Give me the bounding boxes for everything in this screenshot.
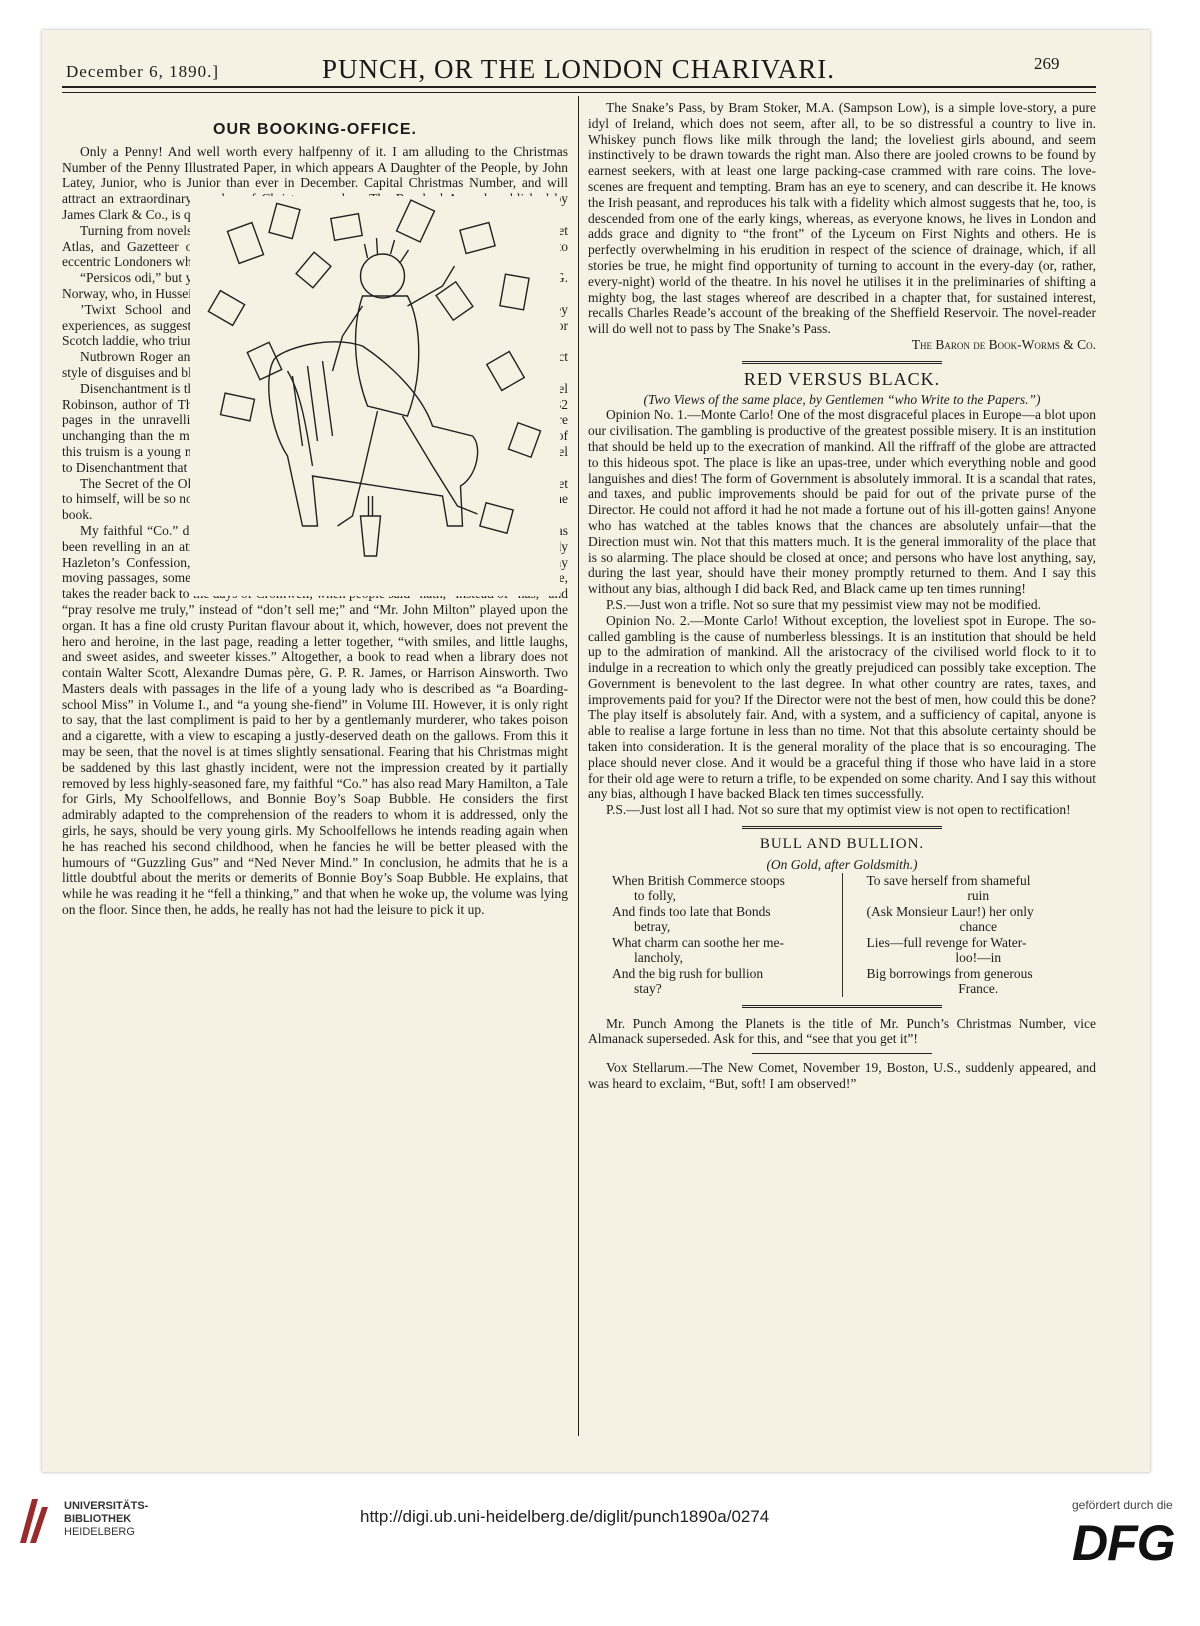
poem-stanza-left <box>588 873 842 997</box>
poem-line: to folly, <box>634 888 676 904</box>
stellarum-paragraph: Vox Stellarum.—The New Comet, November 19, Boston, U.S., suddenly appeared, and was heard to exclaim, “But, soft! I am observed!” <box>588 1060 1096 1092</box>
poem-line: loo!—in <box>955 950 1002 966</box>
planets-paragraph: Mr. Punch Among the Planets is the title of Mr. Punch’s Christmas Number, vice Almanack superseded. Ask for this, and “see that you get it”! <box>588 1015 1096 1047</box>
masthead-title: PUNCH, OR THE LONDON CHARIVARI. <box>322 54 836 84</box>
library-line: UNIVERSITÄTS- <box>64 1500 149 1512</box>
poem-stanza-right <box>842 873 1097 997</box>
red-versus-black-subtitle: (Two Views of the same place, by Gentlemen “who Write to the Papers.”) <box>643 391 1041 407</box>
paragraph-atlas: Turning from novels, it is a relief to come across so inviting a little volume as the Pocket Atlas, and Gazetteer of Canada, which will be found of the greatest possible value to eccentric Londoners who purpose visiting the Dominion during the coming Winter. <box>62 222 568 270</box>
issue-date: December 6, 1890.] <box>66 62 220 81</box>
poem-line: Lies—full revenge for Water- <box>866 934 1027 950</box>
poem-line: stay? <box>634 981 662 997</box>
paragraph-nutbrown: Nutbrown Roger and I, by J. H. Yoxall, a romance of the highway, quite in the correct style of disguises and blunderbusses always so necessary for a tale of this kind. <box>62 349 568 380</box>
section-rule <box>742 826 942 829</box>
opinion-two: Opinion No. 2.—Monte Carlo! Without exception, the loveliest spot in Europe. The so-called gambling is the cause of numberless blessings. It is an institution that should be held up to the admiration of mankind. All the aristocracy of the civilised world flock to it to indulge in a recreation to which only the greatly prejudiced can possibly take exception. The Government is benevolent to the last degree. In what other country are rates, taxes, and improvements paid for you? If the Director were not the best of men, how could this be done? The play itself is absolutely fair. And, with a system, and a sufficiency of capital, anyone is able to realise a large fortune in less than no time. Not that this absolute certainty should be taken into consideration. It is the general morality of the place that is so encouraging. The place should never close. And it would be a graceful thing if those who have laid in a store for their old age were to return a trifle, to be expended on some charity. And I say this without any bias, although I have backed Black ten times successfully. <box>588 612 1096 802</box>
postscript-one: P.S.—Just won a trifle. Not so sure that my pessimist view may not be modified. <box>606 596 1041 612</box>
funding-caption: gefördert durch die <box>1072 1498 1173 1512</box>
poem-line: (Ask Monsieur Laur!) her only <box>866 903 1034 919</box>
library-line: HEIDELBERG <box>64 1526 135 1538</box>
university-library-logo-icon <box>16 1495 52 1547</box>
header-rule <box>62 86 1096 88</box>
section-rule <box>752 1053 932 1054</box>
poem-line: betray, <box>634 919 671 935</box>
bull-and-bullion-poem <box>588 873 1096 997</box>
poem-line: ruin <box>967 888 990 904</box>
poem-line: And the big rush for bullion <box>612 965 764 981</box>
paragraph-persicos: “Persicos odi,” but you won’t agree with Horace if you follow this “puer apparatus” of G. Norway, who, in Hussein’s Hostage, gives us the exciting adventures of a Persian boy. <box>62 270 568 301</box>
permalink[interactable]: http://digi.ub.uni-heidelberg.de/diglit/punch1890a/0274 <box>360 1507 770 1526</box>
poem-line: And finds too late that Bonds <box>612 903 771 919</box>
opinion-one: Opinion No. 1.—Monte Carlo! One of the most disgraceful places in Europe—a blot upon our civilisation. The gambling is productive of the greatest possible misery. It is an institution that should be held up to the execration of mankind. All the riffraff of the globe are attracted to this hideous spot. The place is like an upas-tree, under which everything noble and good languishes and dies! The form of Government is absolutely immoral. It is a scandal that rates, and taxes, and public improvements should be paid for out of the private purse of the Director. He could not afford it had he not made a fortune out of his ill-gotten gains! Anyone who has watched at the tables knows that the chances are absolutely unfair—that the Direction must win. Not that this matters much. It is the general immorality of the place that is so alarming. The place should be closed at once; and persons who have lost anything, say, during the last year, should have their money promptly returned to them. And I say this without any bias, although I did back Red, and Black came up ten times running! <box>588 407 1096 597</box>
bull-and-bullion-heading: BULL AND BULLION. <box>759 836 925 853</box>
header-rule-thin <box>62 92 1096 93</box>
section-rule <box>742 361 942 364</box>
bull-and-bullion-subtitle: (On Gold, after Goldsmith.) <box>766 856 918 872</box>
section-rule <box>742 1005 942 1008</box>
library-line: BIBLIOTHEK <box>64 1513 132 1525</box>
paragraph-faithful-co: My faithful “Co.” declares that he has been recently hard at work novel-reading. He has been revelling in an atmosphere of romance. He has been moved almost to tears by Lady Hazleton’s Confession, by Mrs. Kent Spender, which, he says, includes, amongst many moving passages, some glimpses of Parliamentary life. Friend Olivia, in one bulky volume, takes the reader back to the days of Cromwell, when people said “hath,” instead of “has,” and “pray resolve me truly,” instead of “don’t sell me;” and “Mr. John Milton” played upon the organ. It has a fine old crusty Puritan flavour about it, which, however, does not prevent the hero and heroine, in the last page, reading a letter together, “with smiles, and little laughs, and sweet asides, and sweeter kisses.” Altogether, a book to read when a library does not contain Walter Scott, Alexandre Dumas père, G. P. R. James, or Harrison Ainsworth. Two Masters deals with passages in the life of a young lady who is described as “a Boarding-school Miss” in Volume I., and “a young she-fiend” in Volume III. However, it is only right to say, that the last compliment is paid to her by a gentlemanly murderer, who takes poison and a cigarette, with a view to escaping a justly-deserved death on the gallows. From this it may be seen, that the novel is at times slightly sensational. Fearing that his Christmas might be saddened by this last ghastly incident, were not the impression created by it partially removed by less highly-seasoned fare, my faithful “Co.” has also read Mary Hamilton, a Tale for Girls, My Schoolfellows, and Bonnie Boy’s Soap Bubble. He considers the first admirably adapted to the comprehension of the readers to whom it is addressed, only the girls, he says, should be very young girls. My Schoolfellows he intends reading again when he has reached his second childhood, when he fancies he will be better pleased with the humours of “Guzzling Gus” and “Ned Never Mind.” In conclusion, he admits that he is a little doubtful about the merits or demerits of Bonnie Boy’s Soap Bubble. He explains, that while he was reading it he “fell a thinking,” and that when he woke up, the volume was lying on the floor. Since then, he adds, he really has not had the leisure to pick it up. <box>62 522 568 918</box>
paragraph-penny: Only a Penny! And well worth every halfpenny of it. I am alluding to the Christmas Number of the Penny Illustrated Paper, in which appears A Daughter of the People, by John Latey, Junior, who is Junior than ever in December. Capital Christmas Number, and will attract an extraordinary number of Christmas readers. The Rosebud Annual, published by James Clark & Co., is quite a bright posy for our very little ones. <box>62 143 568 222</box>
booking-office-heading: OUR BOOKING-OFFICE. <box>213 121 417 138</box>
column-divider <box>578 96 579 1436</box>
dfg-logo: DFG <box>1072 1515 1175 1571</box>
paragraph-snakes-pass: The Snake’s Pass, by Bram Stoker, M.A. (Sampson Low), is a simple love-story, a pure idyl of Ireland, which does not seem, after all, to be so distressful a country to live in. Whiskey punch flows like milk through the land; the loveliest girls abound, and seem instinctively to be drawn towards the right man. Also there are jooled crowns to be found by earnest seekers, with at least one large packing-case crammed with rare coins. The love-scenes are frequent and tempting. Bram has an eye to scenery, and can describe it. He knows the Irish peasant, and reproduces his talk with a fidelity which almost suggests that he, too, is descended from one of the early kings, whereas, as everyone knows, he lives in London and adds grace and dignity to “the front” of the Lyceum on First Nights and others. He is perfectly overwhelming in his erudition in respect of the science of drainage, which, if all stories be true, he might find opportunity of turning to account in the every-day (or, rather, every-night) world of the theatre. In his novel he utilises it in the preliminaries of shifting a mighty bog, the last stages whereof are described in a chapter that, for sustained interest, recalls Charles Reade’s account of the breaking of the Sheffield Reservoir. The novel-reader will do well not to pass by The Snake’s Pass. <box>588 100 1096 337</box>
armchair-reader-illustration <box>190 196 560 596</box>
postscript-two: P.S.—Just lost all I had. Not so sure that my optimist view is not open to rectification! <box>606 802 1071 818</box>
library-name <box>64 1500 148 1539</box>
poem-line: When British Commerce stoops <box>612 872 785 888</box>
poem-line: Big borrowings from generous <box>866 965 1033 981</box>
page-number: 269 <box>1034 54 1060 73</box>
paragraph-twixt: ’Twixt School and College, by Gordon Stables, has nothing to do with horsey experiences, as suggested by the author’s name, but is the uneventful home-life of a poor Scotch laddie, who triumphs by dint of pluck. <box>62 301 568 349</box>
baron-signature: The Baron de Book-Worms & Co. <box>911 336 1096 352</box>
poem-line: What charm can soothe her me- <box>612 934 785 950</box>
poem-line: To save herself from shameful <box>866 872 1031 888</box>
right-column <box>588 100 1096 1092</box>
red-versus-black-heading: RED VERSUS BLACK. <box>743 368 941 389</box>
poem-line: chance <box>959 919 997 935</box>
poem-line: lancholy, <box>634 950 683 966</box>
footer-bar <box>0 1480 1200 1626</box>
poem-line: France. <box>958 981 999 997</box>
paragraph-secret: The Secret of the Old House, by Evelyn Everett Green, who evidently can’t keep a secret to himself, will be so no longer when the children have satisfied their curiosity by reading the book. <box>62 475 568 523</box>
paragraph-disenchantment: Disenchantment is the—not altogether—enticing title of “an everyday story,” by F. Mabel Robinson, author of The Plan of Campaign. It is rather a long tale to tell, for it takes 432 pages in the unravelling. It ends with a beautiful avowal that “the heart is no more unchanging than the mind, and that love’s not immortal, but an illusion.” As the utterer of this truism is a young married woman, it would seem that the foundation is laid for a sequel to Disenchantment that might be appropriately called Divorce. <box>62 380 568 475</box>
